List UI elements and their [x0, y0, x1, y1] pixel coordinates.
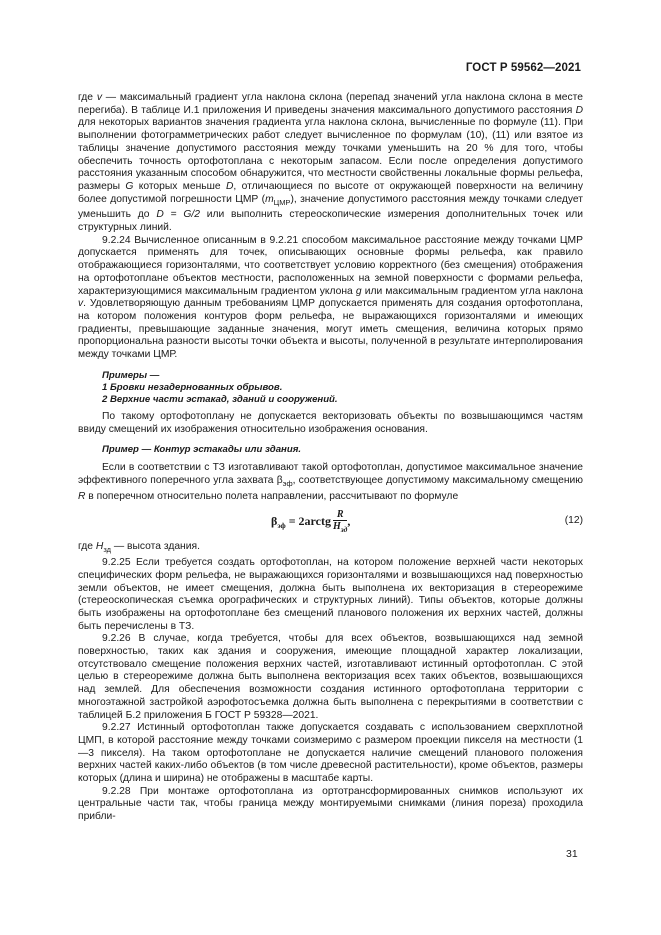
page-number: 31	[566, 848, 578, 860]
example-contour: Пример — Контур эстакады или здания.	[102, 444, 302, 456]
example-item-1: 1 Бровки незадернованных обрывов.	[102, 381, 283, 393]
paragraph-9-2-24: 9.2.24 Вычисленное описанным в 9.2.21 способом максимальное расстояние между точками ЦМР допускается применять для точек, описывающих основные формы рельефа, как правило отображающиеся горизонталями, что соответствует условию корректного (без смещения) отображения на ортофотоплане объектов местности, расположенных на земной поверхности с формами рельефа, характеризующимися максимальным градиентом уклона g или максимальным градиентом угла наклона v. Удовлетворяющую данным требованиям ЦМР допускается применять для создания ортофотоплана, на котором положения контуров форм рельефа, не выражающихся горизонталями и имеющих градиенты, превышающие заданные значения, могут иметь смещения, величина которых прямо пропорциональна разности высоты точки объекта и высоты, полученной в результате интерполирования между точками ЦМР.	[78, 234, 583, 361]
document-body	[78, 92, 583, 824]
formula-where: где $H_{зд}$ — высота здания.	[78, 541, 200, 555]
page-header: ГОСТ Р 59562—2021	[465, 62, 581, 74]
paragraph-9-2-26: 9.2.26 В случае, когда требуется, чтобы для всех объектов, возвышающихся над земной поверхностью, таких как здания и сооружения, имеющие площадной характер локализации, отсутствовало смещение положения верхних частей, изготавливают истинный ортофотоплан. С этой целью в стереорежиме должна быть выполнена векторизация всех таких объектов, возвышающихся над землей. Для обеспечения возможности создания истинного ортофотоплана территории с многоэтажной застройкой аэрофотосъемка должна быть выполнена с перекрытиями в соответствии с таблицей Б.2 приложения Б ГОСТ Р 59328—2021.	[78, 633, 583, 721]
paragraph-9-2-25: 9.2.25 Если требуется создать ортофотоплан, на котором положение верхней части некоторых специфических форм рельефа, не выражающихся горизонталями и возвышающихся над поверхностью земли объектов, не имеет смещения, должна быть выполнена их векторизация в стереорежиме (стереоскопическая съемка орографических и структурных линий). Типы объектов, которые должны быть изображены на ортофотоплане без смещений планового положения их верхних частей, должны быть перечислены в ТЗ.	[78, 557, 583, 632]
example-item-2: 2 Верхние части эстакад, зданий и сооружений.	[102, 393, 338, 405]
paragraph-formula-intro: Если в соответствии с ТЗ изготавливают такой ортофотоплан, допустимое максимальное значение эффективного поперечного угла захвата $\beta_{эф}$, соответствующее допустимому максимальному смещению R в поперечном относительно полета направлении, рассчитывают по формуле	[78, 462, 583, 502]
formula-12	[78, 507, 583, 535]
paragraph-9-2-27: 9.2.27 Истинный ортофотоплан также допускается создавать с использованием сверхплотной ЦМП, в которой расстояние между точками соизмеримо с размером проекции пикселя на местности (1—3 пикселя). На таком ортофотоплане не допускается наличие смещений планового положения верхних частей каких-либо объектов (в том числе древесной растительности), кроме объектов, размеры которых (длина и ширина) не отображены в масштабе карты.	[78, 722, 583, 785]
examples-title: Примеры —	[102, 369, 160, 381]
paragraph-vectorization: По такому ортофотоплану не допускается векторизовать объекты по возвышающимся частям ввиду смещений их изображения относительно изображения основания.	[78, 410, 583, 435]
paragraph-9-2-28: 9.2.28 При монтаже ортофотоплана из ортотрансформированных снимков используют их центральные части так, чтобы граница между монтируемыми снимками (линия пореза) проходила прибли-	[78, 785, 583, 823]
formula-expression: $\beta_{эф}$ = 2arctg $\frac{R}{H_{зд}}$ ,	[271, 509, 351, 535]
paragraph-continuation: где v — максимальный градиент угла наклона склона (перепад значений угла наклона склона в месте перегиба). В таблице И.1 приложения И приведены значения максимального допустимого расстояния D для некоторых вариантов значения градиента угла наклона склона, вычисленные по формуле (11). При выполнении фотограмметрических работ следует вычисленное по формулам (10), (11) или взятое из таблицы значение допустимого расстояния между точками уменьшить на 20 % для того, чтобы обеспечить точность ортофотоплана с некоторым запасом. Если после определения допустимого расстояния указанным способом обнаружится, что местности свойственны локальные формы рельефа, размеры G которых меньше D, отличающиеся по высоте от окружающей поверхности на величину более допустимой погрешности ЦМР $(m_{ЦМР})$, значение допустимого расстояния между точками следует уменьшить до D = G/2 или выполнить стереоскопические измерения дополнительных точек или структурных линий.	[78, 92, 583, 234]
formula-number: (12)	[564, 515, 583, 527]
